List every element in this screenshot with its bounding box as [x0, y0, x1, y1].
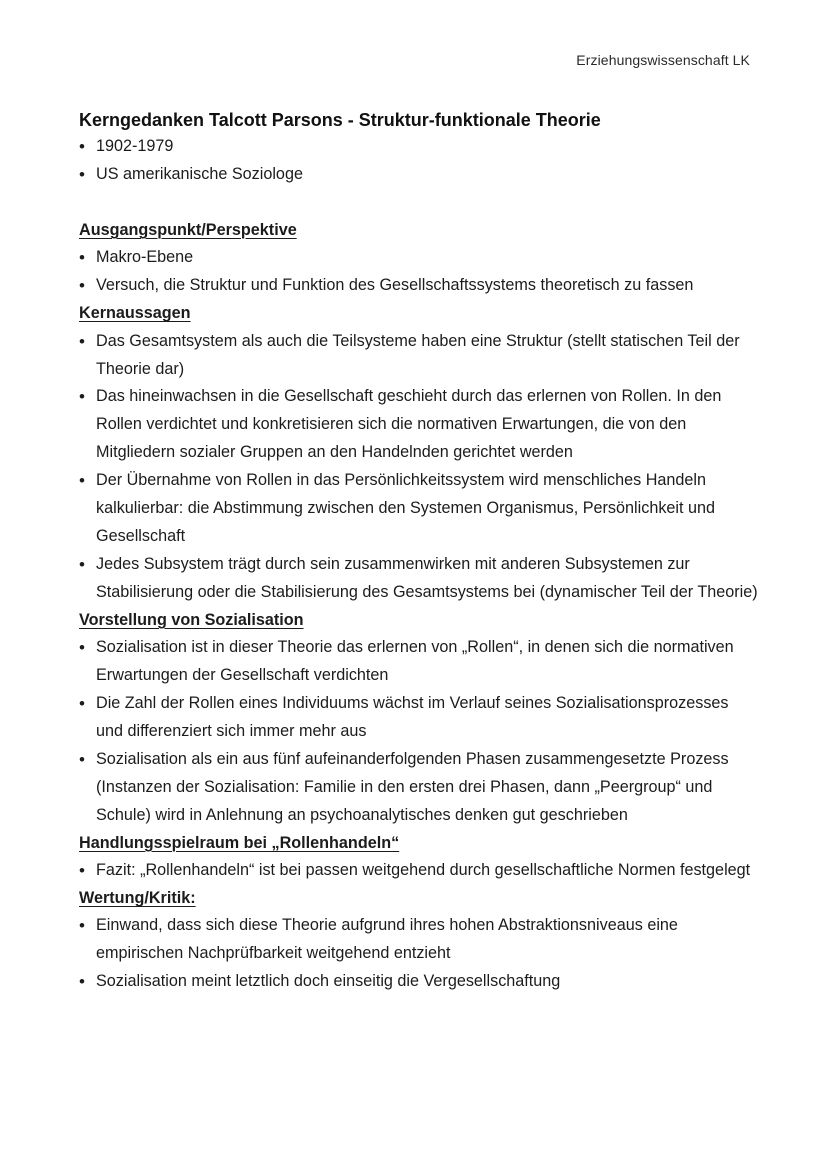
list-item: • Versuch, die Struktur und Funktion des Gesellschaftssystems theoretisch zu fassen [79, 272, 759, 300]
list-item: • Makro-Ebene [79, 244, 759, 272]
bullet-list [79, 912, 759, 996]
bullet-list [79, 328, 759, 607]
course-header: Erziehungswissenschaft LK [576, 52, 750, 68]
document-title: Kerngedanken Talcott Parsons - Struktur-funktionale Theorie [79, 110, 601, 130]
bullet-list [79, 244, 759, 300]
list-item: • Einwand, dass sich diese Theorie aufgrund ihres hohen Abstraktionsniveaus eine empirischen Nachprüfbarkeit weitgehend entzieht [79, 912, 759, 968]
section-heading: Ausgangspunkt/Perspektive [79, 220, 297, 239]
section-core-statements [79, 300, 759, 607]
section-role-scope [79, 830, 759, 885]
section-heading: Kernaussagen [79, 304, 191, 323]
section-heading: Vorstellung von Sozialisation [79, 610, 304, 629]
intro-list [79, 133, 759, 189]
section-socialization [79, 607, 759, 830]
list-item: • Die Zahl der Rollen eines Individuums wächst im Verlauf seines Sozialisationsprozesses und differenziert sich immer mehr aus [79, 690, 759, 746]
list-item: • Fazit: „Rollenhandeln“ ist bei passen weitgehend durch gesellschaftliche Normen festgelegt [79, 857, 759, 885]
section-critique [79, 885, 759, 996]
list-item: • Der Übernahme von Rollen in das Persönlichkeitssystem wird menschliches Handeln kalkulierbar: die Abstimmung zwischen den Systemen Organismus, Persönlichkeit und Gesellschaft [79, 467, 759, 551]
list-item: • Sozialisation ist in dieser Theorie das erlernen von „Rollen“, in denen sich die normativen Erwartungen der Gesellschaft verdichten [79, 634, 759, 690]
list-item: • US amerikanische Soziologe [79, 161, 759, 189]
section-perspective [79, 217, 759, 300]
list-item: • Das hineinwachsen in die Gesellschaft geschieht durch das erlernen von Rollen. In den Rollen verdichtet und konkretisieren sich die normativen Erwartungen, die von den Mitgliedern sozialer Gruppen an den Handelnden gerichtet werden [79, 383, 759, 467]
bullet-list [79, 634, 759, 829]
section-heading: Wertung/Kritik: [79, 888, 196, 907]
bullet-list [79, 857, 759, 885]
list-item: • Das Gesamtsystem als auch die Teilsysteme haben eine Struktur (stellt statischen Teil der Theorie dar) [79, 328, 759, 384]
list-item: • Sozialisation als ein aus fünf aufeinanderfolgenden Phasen zusammengesetzte Prozess (Instanzen der Sozialisation: Familie in den ersten drei Phasen, dann „Peergroup“ und Schule) wird in Anlehnung an psychoanalytisches denken gut geschrieben [79, 746, 759, 830]
list-item: • 1902-1979 [79, 133, 759, 161]
list-item: • Sozialisation meint letztlich doch einseitig die Vergesellschaftung [79, 968, 759, 996]
section-heading: Handlungsspielraum bei „Rollenhandeln“ [79, 833, 400, 852]
list-item: • Jedes Subsystem trägt durch sein zusammenwirken mit anderen Subsystemen zur Stabilisierung oder die Stabilisierung des Gesamtsystems bei (dynamischer Teil der Theorie) [79, 551, 759, 607]
document-body [79, 107, 759, 996]
